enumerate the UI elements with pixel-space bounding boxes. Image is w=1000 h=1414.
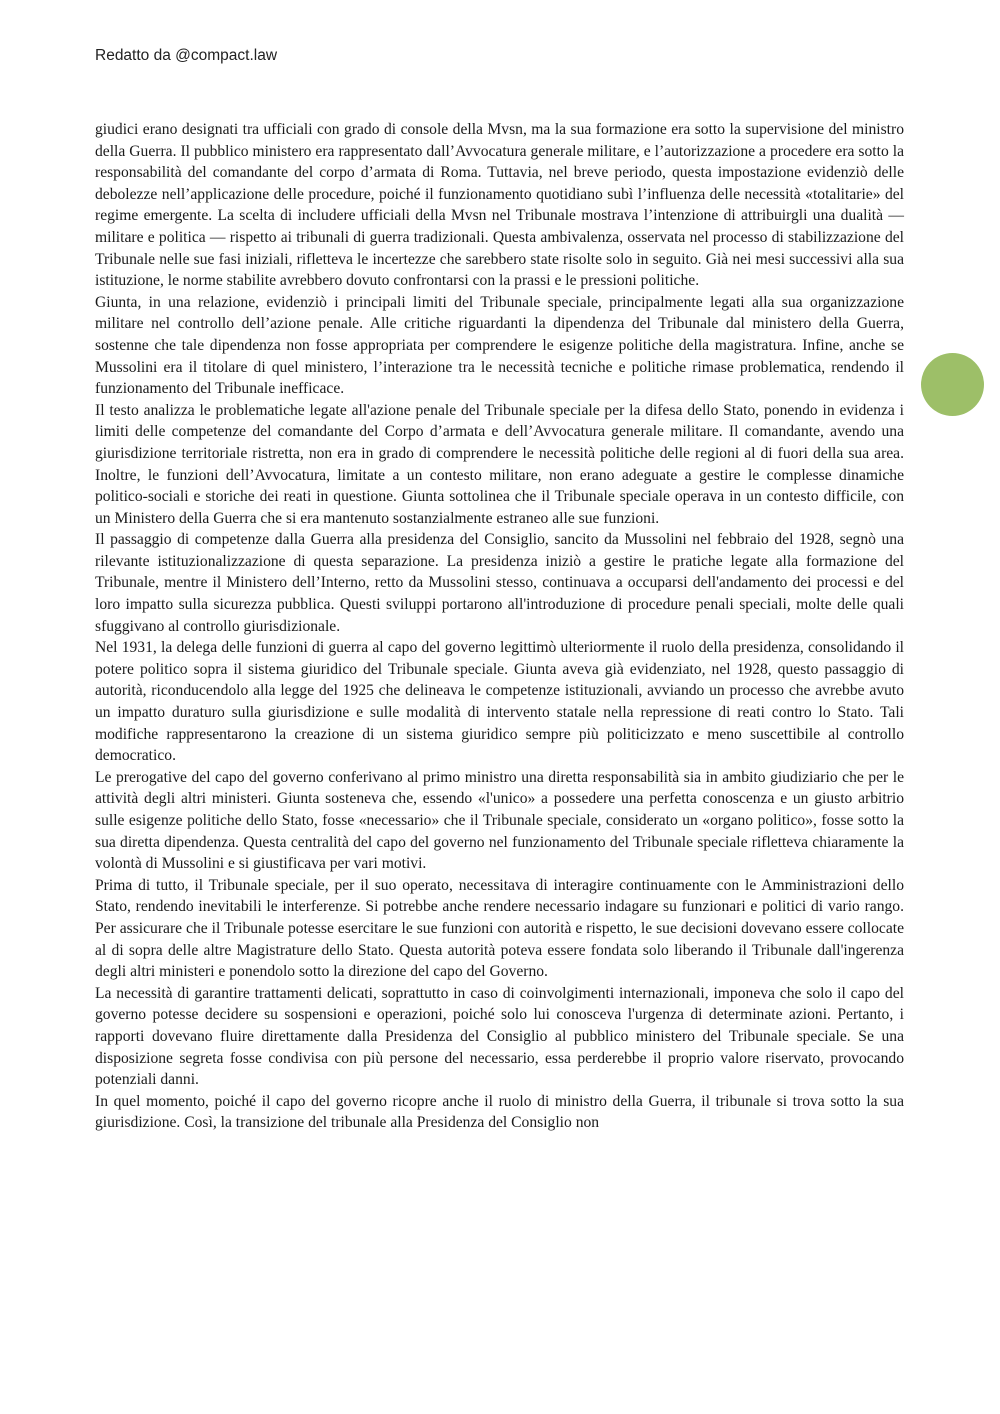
paragraph-3: Il testo analizza le problematiche legate all'azione penale del Tribunale speciale per la difesa dello Stato, ponendo in evidenza i limiti delle competenze del comandante del Corpo d’armata e dell’Avvocatura generale militare. Il comandante, avendo una giurisdizione territoriale ristretta, non era in grado di comprendere le necessità politiche delle regioni al di fuori della sua area. Inoltre, le funzioni dell’Avvocatura, limitate a un contesto militare, non erano adeguate a gestire le complesse dinamiche politico-sociali e storiche dei reati in questione. Giunta sottolinea che il Tribunale speciale operava in un contesto difficile, con un Ministero della Guerra che si era mantenuto sostanzialmente estraneo alle sue funzioni. [95, 401, 904, 527]
green-circle-marker [921, 353, 984, 416]
document-body [95, 119, 904, 1134]
page-header: Redatto da @compact.law [95, 47, 278, 64]
paragraph-5: Nel 1931, la delega delle funzioni di guerra al capo del governo legittimò ulteriormente il ruolo della presidenza, consolidando il potere politico sopra il sistema giuridico del Tribunale speciale. Giunta aveva già evidenziato, nel 1928, questo passaggio di autorità, riconducendolo alla legge del 1925 che delineava le competenze istituzionali, avviando un processo che avrebbe avuto un impatto duraturo sulla giurisdizione e sulle modalità di intervento statale nella repressione di reati contro lo Stato. Tali modifiche rappresentarono la creazione di un sistema giuridico sempre più politicizzato e meno suscettibile al controllo democratico. [95, 639, 904, 765]
paragraph-6: Le prerogative del capo del governo conferivano al primo ministro una diretta responsabilità sia in ambito giudiziario che per le attività degli altri ministeri. Giunta sosteneva che, essendo «l'unico» a possedere una perfetta conoscenza e un giusto arbitrio sulle esigenze politiche dello Stato, fosse «necessario» che il Tribunale speciale, considerato un «organo politico», fosse sotto la sua diretta dipendenza. Questa centralità del capo del governo nel funzionamento del Tribunale speciale rifletteva chiaramente la volontà di Mussolini e si giustificava per vari motivi. [95, 768, 904, 873]
paragraph-9: In quel momento, poiché il capo del governo ricopre anche il ruolo di ministro della Guerra, il tribunale si trova sotto la sua giurisdizione. Così, la transizione del tribunale alla Presidenza del Consiglio non [95, 1092, 904, 1132]
paragraph-1: giudici erano designati tra ufficiali con grado di console della Mvsn, ma la sua formazione era sotto la supervisione del ministro della Guerra. Il pubblico ministero era rappresentato dall’Avvocatura generale militare, e l’autorizzazione a procedere era sotto la responsabilità del comandante del corpo d’armata di Roma. Tuttavia, nel breve periodo, questa impostazione evidenziò delle debolezze nell’applicazione delle procedure, poiché il funzionamento quotidiano subì l’influenza delle necessità «totalitarie» del regime emergente. La scelta di includere ufficiali della Mvsn nel Tribunale mostrava l’intenzione di attribuirgli una dualità — militare e politica — rispetto ai tribunali di guerra tradizionali. Questa ambivalenza, osservata nel processo di stabilizzazione del Tribunale nelle sue fasi iniziali, rifletteva le incertezze che sarebbero state risolte solo in seguito. Già nei mesi successivi alla sua istituzione, le norme stabilite avrebbero dovuto confrontarsi con la prassi e le pressioni politiche. [95, 121, 904, 290]
paragraph-8: La necessità di garantire trattamenti delicati, soprattutto in caso di coinvolgimenti internazionali, imponeva che solo il capo del governo potesse decidere su sospensioni e operazioni, poiché solo lui conosceva l'urgenza di determinate azioni. Pertanto, i rapporti dovevano fluire direttamente dalla Presidenza del Consiglio al pubblico ministero del Tribunale speciale. Se una disposizione segreta fosse condivisa con più persone del necessario, essa perderebbe il proprio valore riservato, provocando potenziali danni. [95, 984, 904, 1089]
paragraph-2: Giunta, in una relazione, evidenziò i principali limiti del Tribunale speciale, principalmente legati alla sua organizzazione militare nel controllo dell’azione penale. Alle critiche riguardanti la dipendenza del Tribunale dal ministero della Guerra, sostenne che tale dipendenza non fosse appropriata per comprendere le esigenze politiche della magistratura. Infine, anche se Mussolini era il titolare di quel ministero, l’interazione tra le necessità tecniche e politiche rimase problematica, rendendo il funzionamento del Tribunale inefficace. [95, 293, 904, 398]
paragraph-4: Il passaggio di competenze dalla Guerra alla presidenza del Consiglio, sancito da Mussolini nel febbraio del 1928, segnò una rilevante istituzionalizzazione di questa separazione. La presidenza iniziò a gestire le pratiche legate alla formazione del Tribunale, mentre il Ministero dell’Interno, retto da Mussolini stesso, continuava a occuparsi dell'andamento dei processi e del loro impatto sulla sicurezza pubblica. Questi sviluppi portarono all'introduzione di procedure penali speciali, molte delle quali sfuggivano al controllo giurisdizionale. [95, 531, 904, 635]
paragraph-7: Prima di tutto, il Tribunale speciale, per il suo operato, necessitava di interagire continuamente con le Amministrazioni dello Stato, rendendo inevitabili le interferenze. Si potrebbe anche rendere necessario indagare su funzionari e politici di vario rango. Per assicurare che il Tribunale potesse esercitare le sue funzioni con autorità e rispetto, le sue decisioni dovevano essere collocate al di sopra delle altre Magistrature dello Stato. Questa autorità poteva essere fondata solo liberando il Tribunale dall'ingerenza degli altri ministeri e ponendolo sotto la direzione del capo del Governo. [95, 876, 904, 981]
